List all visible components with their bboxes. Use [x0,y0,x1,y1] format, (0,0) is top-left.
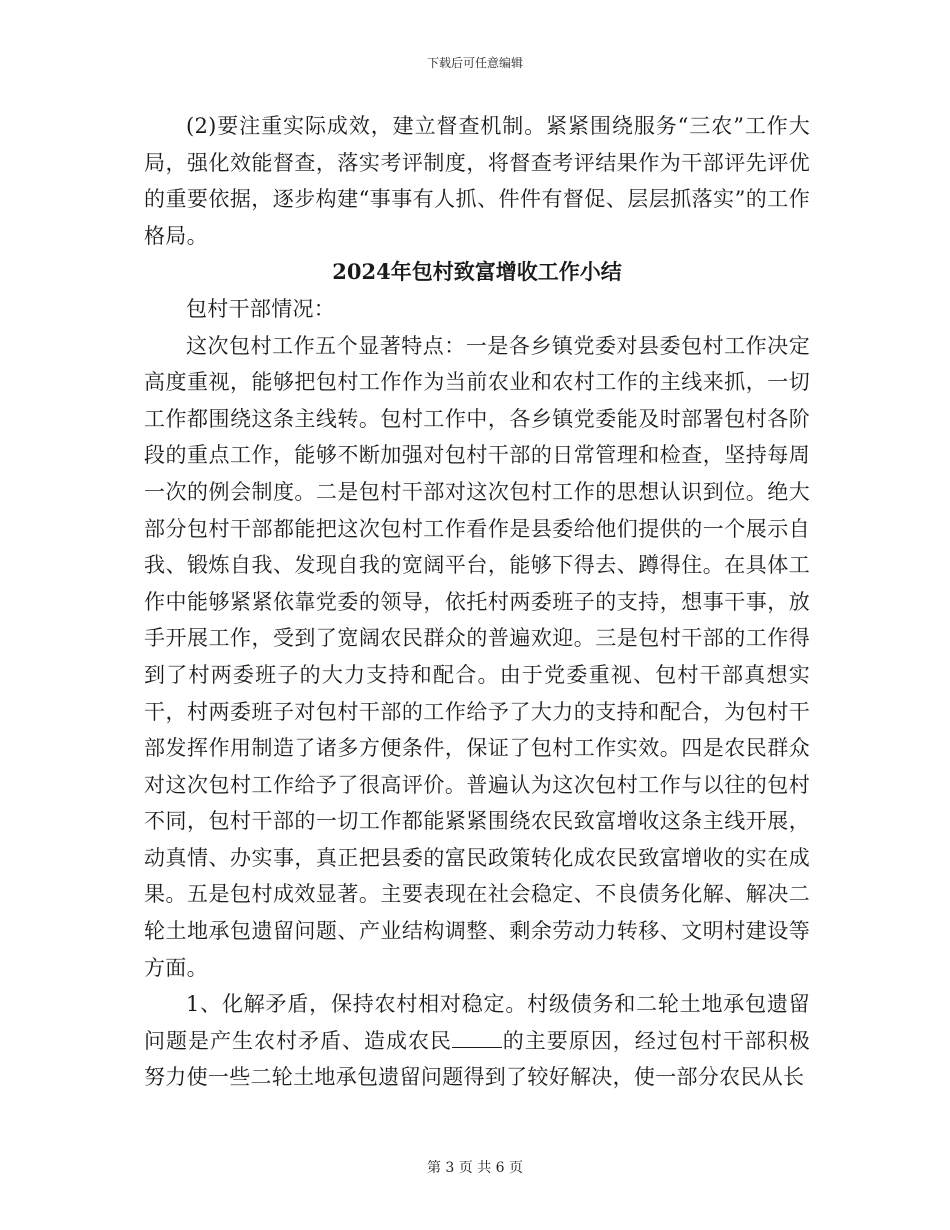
document-body [144,108,810,1096]
page-footer: 第 3 页 共 6 页 [426,1160,524,1176]
paragraph-resolve-conflicts [144,986,810,1096]
paragraph-text-after-blank: 的主要原因，经过包村干部积极努力使一些二轮土地承包遗留问题得到了较好解决，使一部分农民从长 [144,1028,810,1090]
paragraph-supervision: (2)要注重实际成效，建立督查机制。紧紧围绕服务“三农”工作大局，强化效能督查，落实考评制度，将督查考评结果作为干部评先评优的重要依据，逐步构建“事事有人抓、件件有督促、层层抓落实”的工作格局。 [144,114,810,248]
section-title: 2024年包村致富增收工作小结 [332,259,622,285]
page-header: 下载后可任意编辑 [426,56,523,70]
paragraph-cadre-intro: 包村干部情况： [186,296,336,321]
paragraph-text-before-blank: 1、化解矛盾，保持农村相对稳定。村级债务和二轮土地承包遗留问题是产生农村矛盾、造成农民 [144,992,810,1053]
fill-in-blank [452,1029,502,1048]
paragraph-five-features: 这次包村工作五个显著特点：一是各乡镇党委对县委包村工作决定高度重视，能够把包村工作作为当前农业和农村工作的主线来抓，一切工作都围绕这条主线转。包村工作中，各乡镇党委能及时部署包村各阶段的重点工作，能够不断加强对包村干部的日常管理和检查，坚持每周一次的例会制度。二是包村干部对这次包村工作的思想认识到位。绝大部分包村干部都能把这次包村工作看作是县委给他们提供的一个展示自我、锻炼自我、发现自我的宽阔平台，能够下得去、蹲得住。在具体工作中能够紧紧依靠党委的领导，依托村两委班子的支持，想事干事，放手开展工作，受到了宽阔农民群众的普遍欢迎。三是包村干部的工作得到了村两委班子的大力支持和配合。由于党委重视、包村干部真想实干，村两委班子对包村干部的工作给予了大力的支持和配合，为包村干部发挥作用制造了诸多方便条件，保证了包村工作实效。四是农民群众对这次包村工作给予了很高评价。普遍认为这次包村工作与以往的包村不同，包村干部的一切工作都能紧紧围绕农民致富增收这条主线开展，动真情、办实事，真正把县委的富民政策转化成农民致富增收的实在成果。五是包村成效显著。主要表现在社会稳定、不良债务化解、解决二轮土地承包遗留问题、产业结构调整、剩余劳动力转移、文明村建设等方面。 [144,333,810,980]
